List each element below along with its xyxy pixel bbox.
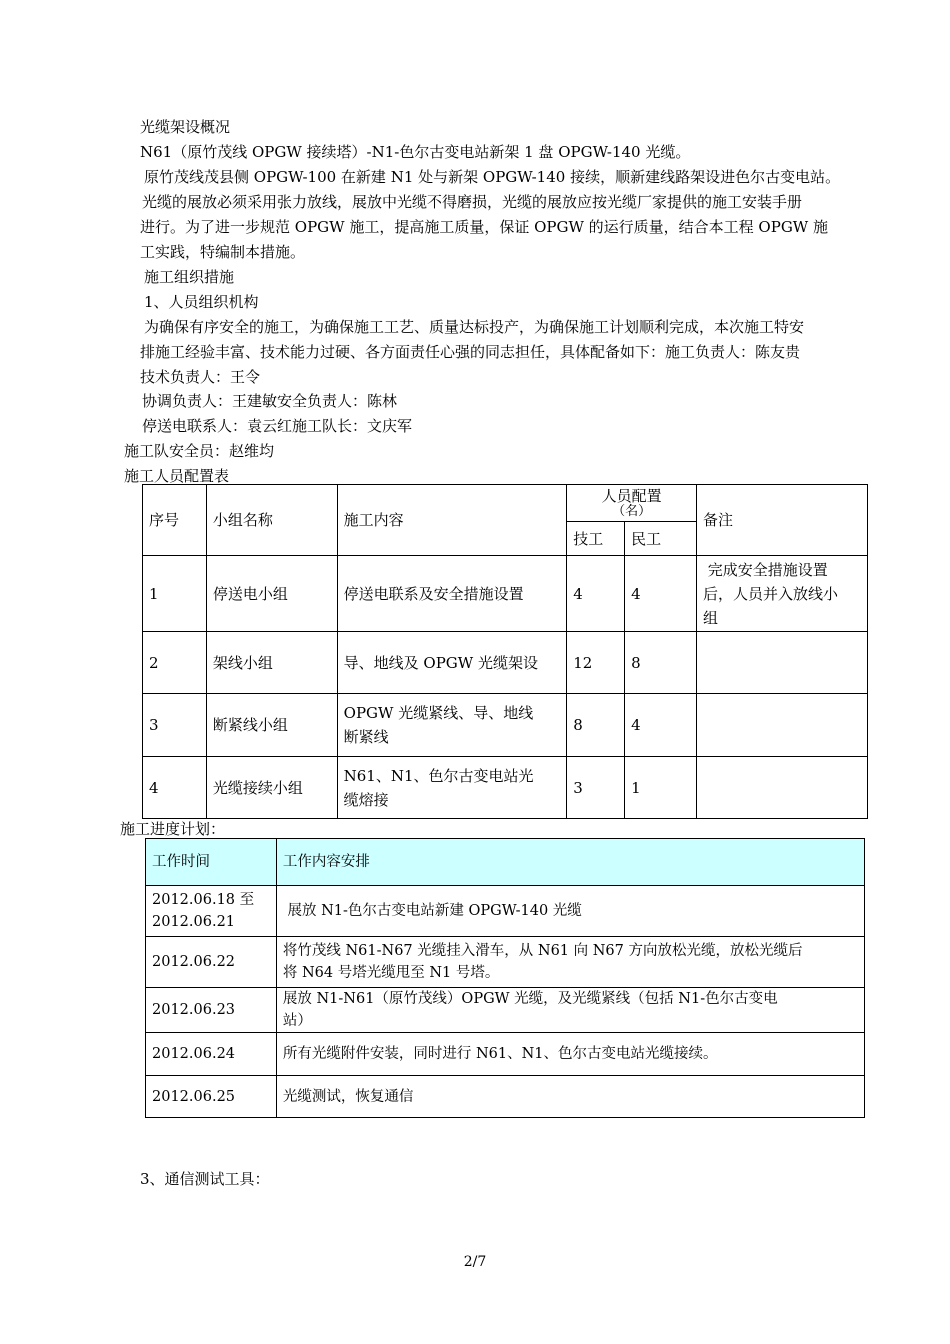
header-staff-label: 人员配置 <box>601 487 662 505</box>
table-row <box>143 556 868 632</box>
overview-line: N61（原竹茂线 OPGW 接续塔）-N1-色尔古变电站新架 1 盘 OPGW-140 光缆。 <box>140 143 691 161</box>
cell-content <box>337 757 567 819</box>
cell-laborer: 8 <box>625 632 697 694</box>
header-cell-group: 小组名称 <box>206 485 337 556</box>
cell-laborer: 1 <box>625 757 697 819</box>
overview-line: 进行。为了进一步规范 OPGW 施工，提高施工质量，保证 OPGW 的运行质量，结合本工程 OPGW 施 <box>140 218 828 236</box>
section-title-overview: 光缆架设概况 <box>140 118 231 136</box>
cell-no: 2 <box>143 632 207 694</box>
table-header-row <box>143 485 868 522</box>
time-line: 2012.06.21 <box>152 914 236 930</box>
header-cell-laborer: 民工 <box>625 522 697 556</box>
content-line: 缆熔接 <box>343 790 389 809</box>
cell-content: 所有光缆附件安装，同时进行 N61、N1、色尔古变电站光缆接续。 <box>276 1033 864 1076</box>
cell-content: 导、地线及 OPGW 光缆架设 <box>337 632 567 694</box>
cell-group: 光缆接续小组 <box>206 757 337 819</box>
header-cell-no: 序号 <box>143 485 207 556</box>
schedule-row <box>146 1033 865 1076</box>
staff-table <box>142 484 868 819</box>
cell-technician: 4 <box>567 556 625 632</box>
cell-group: 停送电小组 <box>206 556 337 632</box>
cell-content <box>276 988 864 1033</box>
schedule-row <box>146 937 865 988</box>
cell-time: 2012.06.25 <box>146 1076 277 1118</box>
time-line: 2012.06.18 至 <box>152 892 255 908</box>
cell-technician: 12 <box>567 632 625 694</box>
page-number: 2/7 <box>463 1254 487 1270</box>
header-cell-staff <box>567 485 697 522</box>
organization-line: 施工队安全员：赵维均 <box>124 442 275 460</box>
cell-time: 2012.06.23 <box>146 988 277 1033</box>
cell-time <box>146 886 277 937</box>
header-cell-remark: 备注 <box>697 485 868 556</box>
cell-content: 展放 N1-色尔古变电站新建 OPGW-140 光缆 <box>276 886 864 937</box>
cell-group: 架线小组 <box>206 632 337 694</box>
cell-no: 4 <box>143 757 207 819</box>
remark-line: 完成安全措施设置 <box>703 560 828 579</box>
schedule-title: 施工进度计划： <box>120 820 226 838</box>
cell-content <box>337 694 567 757</box>
cell-time: 2012.06.22 <box>146 937 277 988</box>
table-row <box>143 757 868 819</box>
cell-content: 停送电联系及安全措施设置 <box>337 556 567 632</box>
staff-table-title: 施工人员配置表 <box>124 467 230 485</box>
schedule-row <box>146 886 865 937</box>
subsection-title: 1、人员组织机构 <box>144 293 259 311</box>
cell-no: 3 <box>143 694 207 757</box>
cell-time: 2012.06.24 <box>146 1033 277 1076</box>
cell-content <box>276 937 864 988</box>
header-cell-content: 工作内容安排 <box>276 839 864 886</box>
cell-remark <box>697 556 868 632</box>
overview-line: 工实践，特编制本措施。 <box>140 243 306 261</box>
schedule-table <box>145 838 865 1118</box>
content-line: OPGW 光缆紧线、导、地线 <box>343 704 534 722</box>
organization-line: 为确保有序安全的施工，为确保施工工艺、质量达标投产，为确保施工计划顺利完成，本次施工特安 <box>144 318 805 336</box>
cell-remark <box>697 632 868 694</box>
remark-line: 后，人员并入放线小 <box>703 584 839 603</box>
schedule-row <box>146 1076 865 1118</box>
cell-remark <box>697 757 868 819</box>
overview-line: 原竹茂线茂县侧 OPGW-100 在新建 N1 处与新架 OPGW-140 接续，顺新建线路架设进色尔古变电站。 <box>144 168 841 186</box>
content-line: 将 N64 号塔光缆甩至 N1 号塔。 <box>282 965 500 981</box>
cell-laborer: 4 <box>625 694 697 757</box>
organization-line: 协调负责人：王建敏安全负责人：陈林 <box>142 392 398 410</box>
header-cell-time: 工作时间 <box>146 839 277 886</box>
cell-laborer: 4 <box>625 556 697 632</box>
content-line: 将竹茂线 N61-N67 光缆挂入滑车，从 N61 向 N67 方向放松光缆，放松光缆后 <box>282 943 803 959</box>
table-row <box>143 632 868 694</box>
header-staff-unit: （名） <box>612 504 652 519</box>
remark-line: 组 <box>703 608 719 627</box>
content-line: 站） <box>282 1013 312 1029</box>
organization-line: 停送电联系人：袁云红施工队长：文庆军 <box>142 417 413 435</box>
section-title-organization: 施工组织措施 <box>144 268 235 286</box>
header-cell-technician: 技工 <box>567 522 625 556</box>
organization-line: 排施工经验丰富、技术能力过硬、各方面责任心强的同志担任，具体配备如下：施工负责人：陈友贵 <box>140 343 801 361</box>
cell-group: 断紧线小组 <box>206 694 337 757</box>
cell-technician: 8 <box>567 694 625 757</box>
content-line: 展放 N1-N61（原竹茂线）OPGW 光缆，及光缆紧线（包括 N1-色尔古变电 <box>282 991 778 1007</box>
cell-content: 光缆测试，恢复通信 <box>276 1076 864 1118</box>
cell-no: 1 <box>143 556 207 632</box>
content-line: N61、N1、色尔古变电站光 <box>343 766 534 785</box>
header-cell-content: 施工内容 <box>337 485 567 556</box>
content-line: 断紧线 <box>343 728 389 746</box>
cell-technician: 3 <box>567 757 625 819</box>
overview-line: 光缆的展放必须采用张力放线，展放中光缆不得磨损，光缆的展放应按光缆厂家提供的施工安装手册 <box>142 193 803 211</box>
section-title-tools: 3、通信测试工具： <box>140 1170 270 1188</box>
table-row <box>143 694 868 757</box>
schedule-row <box>146 988 865 1033</box>
cell-remark <box>697 694 868 757</box>
schedule-header-row <box>146 839 865 886</box>
organization-line: 技术负责人：王令 <box>140 368 261 386</box>
